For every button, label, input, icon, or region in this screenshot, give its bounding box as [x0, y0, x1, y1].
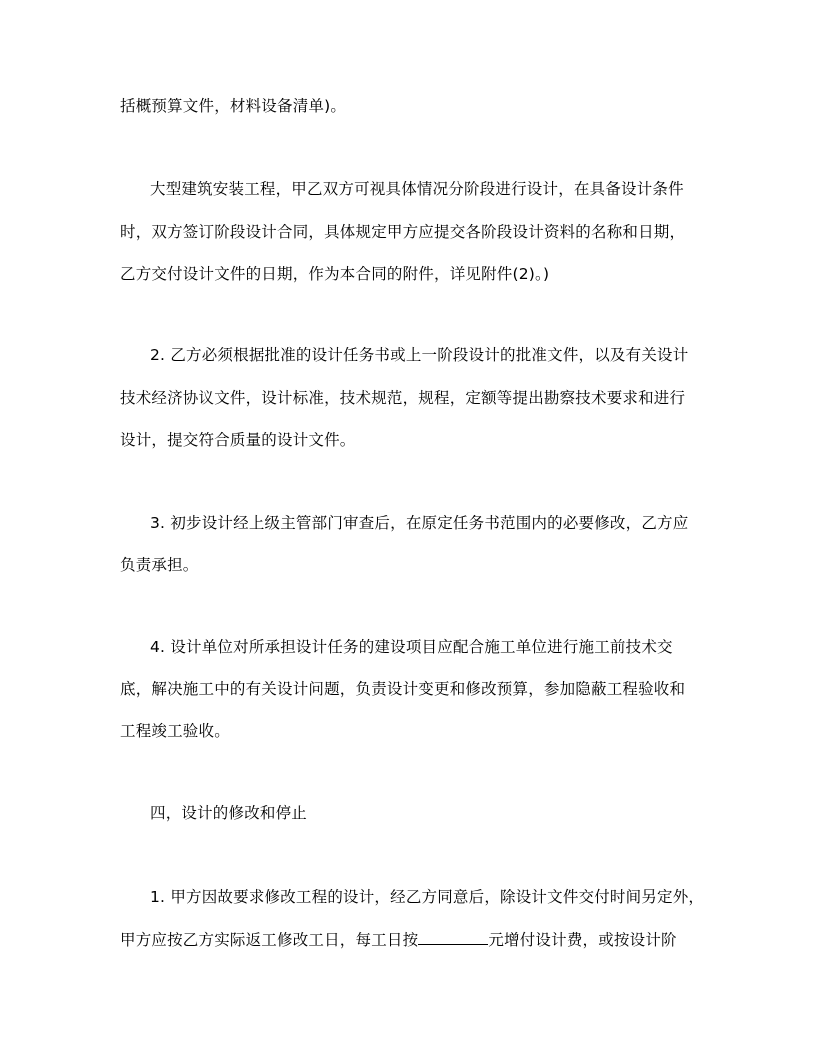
- paragraph-line: 底，解决施工中的有关设计问题，负责设计变更和修改预算，参加隐蔽工程验收和: [120, 680, 686, 698]
- paragraph-line-with-blank: [120, 930, 677, 950]
- paragraph-line: 2. 乙方必须根据批准的设计任务书或上一阶段设计的批准文件，以及有关设计: [150, 346, 689, 364]
- paragraph-line: 1. 甲方因故要求修改工程的设计，经乙方同意后，除设计文件交付时间另定外，: [150, 888, 705, 906]
- paragraph-line: 乙方交付设计文件的日期，作为本合同的附件，详见附件(2)。): [120, 265, 550, 283]
- text-after-blank: 元增付设计费，或按设计阶: [488, 931, 677, 949]
- paragraph-line: 4. 设计单位对所承担设计任务的建设项目应配合施工单位进行施工前技术交: [150, 638, 673, 656]
- paragraph-line: 时，双方签订阶段设计合同，具体规定甲方应提交各阶段设计资料的名称和日期，: [120, 223, 686, 241]
- paragraph-line: 设计，提交符合质量的设计文件。: [120, 431, 356, 449]
- paragraph-line: 3. 初步设计经上级主管部门审查后，在原定任务书范围内的必要修改，乙方应: [150, 514, 689, 532]
- paragraph-line: 技术经济协议文件，设计标准，技术规范，规程，定额等提出勘察技术要求和进行: [120, 389, 686, 407]
- paragraph-line: 负责承担。: [120, 556, 199, 574]
- fill-in-blank: [418, 930, 488, 945]
- paragraph-line: 括概预算文件，材料设备清单)。: [120, 97, 347, 115]
- paragraph-line: 大型建筑安装工程，甲乙双方可视具体情况分阶段进行设计，在具备设计条件: [150, 180, 684, 198]
- text-before-blank: 甲方应按乙方实际返工修改工日，每工日按: [120, 931, 419, 949]
- paragraph-line: 工程竣工验收。: [120, 722, 230, 740]
- section-heading: 四，设计的修改和停止: [150, 804, 308, 822]
